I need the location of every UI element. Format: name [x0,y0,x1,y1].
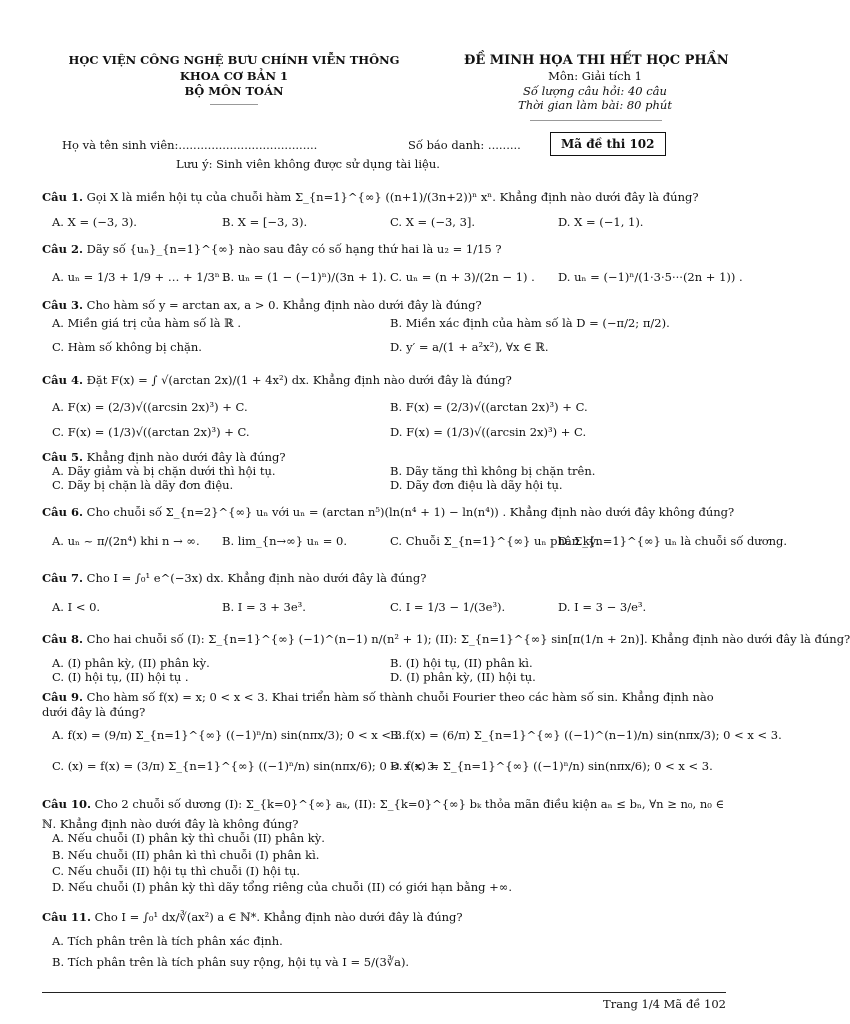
q5-option-b[interactable]: B. Dãy tăng thì không bị chặn trên. [390,464,596,478]
subject: Môn: Giải tích 1 [548,69,642,83]
question-label: Câu 1. [42,190,83,204]
q2-option-a[interactable]: A. uₙ = 1/3 + 1/9 + … + 1/3ⁿ . [52,270,228,284]
q5-option-d[interactable]: D. Dãy đơn điệu là dãy hội tụ. [390,478,563,492]
q4-option-b[interactable]: B. F(x) = (2/3)√((arctan 2x)³) + C. [390,400,588,414]
question-1 [42,190,699,204]
q10-option-b[interactable]: B. Nếu chuỗi (II) phân kì thì chuỗi (I) phân kì. [52,848,320,862]
question-label: Câu 8. [42,632,83,646]
faculty-name: KHOA CƠ BẢN 1 [179,69,289,83]
question-text: Dãy số {uₙ}_{n=1}^{∞} nào sau đây có số hạng thứ hai là u₂ = 1/15 ? [86,242,502,256]
student-id-field: Số báo danh: ......... [408,138,521,152]
q7-option-d[interactable]: D. I = 3 − 3/e³. [558,600,647,614]
question-9 [42,690,732,720]
question-2 [42,242,502,256]
department-name: BỘ MÔN TOÁN [184,84,284,98]
q10-option-a[interactable]: A. Nếu chuỗi (I) phân kỳ thì chuỗi (II) phân kỳ. [52,831,325,845]
question-3 [42,298,482,312]
exam-title: ĐỀ MINH HỌA THI HẾT HỌC PHẦN [464,53,729,68]
q1-option-a[interactable]: A. X = (−3, 3). [52,215,137,229]
question-label: Câu 3. [42,298,83,312]
q1-option-d[interactable]: D. X = (−1, 1). [558,215,644,229]
q9-option-a[interactable]: A. f(x) = (9/π) Σ_{n=1}^{∞} ((−1)ⁿ/n) sin(nπx/3); 0 < x < 3. [52,728,406,742]
question-10 [42,794,732,834]
q9-option-b[interactable]: B. f(x) = (6/π) Σ_{n=1}^{∞} ((−1)^(n−1)/n) sin(nπx/3); 0 < x < 3. [390,728,782,742]
question-text: Cho hàm số f(x) = x; 0 < x < 3. Khai triển hàm số thành chuỗi Fourier theo các hàm số sin. Khẳng định nào dưới đây là đúng? [42,690,714,719]
question-text: Cho hai chuỗi số (I): Σ_{n=1}^{∞} (−1)^(n−1) n/(n² + 1); (II): Σ_{n=1}^{∞} sin[π(1/n + 2n)]. Khẳng định nào dưới đây là đúng? [86,632,850,646]
q3-option-a[interactable]: A. Miền giá trị của hàm số là ℝ . [52,316,242,330]
question-label: Câu 10. [42,797,91,811]
duration: Thời gian làm bài: 80 phút [518,98,672,112]
question-text: Cho hàm số y = arctan ax, a > 0. Khẳng định nào dưới đây là đúng? [86,298,482,312]
question-label: Câu 7. [42,571,83,585]
question-label: Câu 11. [42,910,91,924]
question-7 [42,571,426,585]
question-text: Cho chuỗi số Σ_{n=2}^{∞} uₙ với uₙ = (arctan n⁵)(ln(n⁴ + 1) − ln(n⁴)) . Khẳng định nào dưới đây không đúng? [86,505,735,519]
question-label: Câu 6. [42,505,83,519]
q11-option-a[interactable]: A. Tích phân trên là tích phân xác định. [52,934,283,948]
question-label: Câu 5. [42,450,83,464]
header-left-divider [210,104,258,105]
question-text: Cho 2 chuỗi số dương (I): Σ_{k=0}^{∞} aₖ, (II): Σ_{k=0}^{∞} bₖ thỏa mãn điều kiện aₙ ≤ bₙ, ∀n ≥ n₀, n₀ ∈ ℕ. Khẳng định nào dưới đây là không đúng? [42,797,725,831]
q8-option-d[interactable]: D. (I) phân kỳ, (II) hội tụ. [390,670,536,684]
q3-option-b[interactable]: B. Miền xác định của hàm số là D = (−π/2; π/2). [390,316,670,330]
student-name-field: Họ và tên sinh viên:...................................... [62,138,318,152]
q4-option-d[interactable]: D. F(x) = (1/3)√((arcsin 2x)³) + C. [390,425,587,439]
q7-option-c[interactable]: C. I = 1/3 − 1/(3e³). [390,600,506,614]
q2-option-c[interactable]: C. uₙ = (n + 3)/(2n − 1) . [390,270,535,284]
q9-option-c[interactable]: C. (x) = f(x) = (3/π) Σ_{n=1}^{∞} ((−1)ⁿ/n) sin(nπx/6); 0 < x < 3. [52,759,439,773]
question-4 [42,373,512,387]
q11-option-b[interactable]: B. Tích phân trên là tích phân suy rộng, hội tụ và I = 5/(3∛a). [52,955,410,969]
q3-option-d[interactable]: D. y′ = a/(1 + a²x²), ∀x ∈ ℝ. [390,340,549,354]
question-5 [42,450,286,464]
question-8 [42,632,850,646]
q2-option-d[interactable]: D. uₙ = (−1)ⁿ/(1·3·5···(2n + 1)) . [558,270,743,284]
q7-option-b[interactable]: B. I = 3 + 3e³. [222,600,306,614]
q8-option-b[interactable]: B. (I) hội tụ, (II) phân kì. [390,656,533,670]
q6-option-d[interactable]: D. Σ_{n=1}^{∞} uₙ là chuỗi số dương. [558,534,788,548]
q1-option-b[interactable]: B. X = [−3, 3). [222,215,308,229]
header-right-divider [530,120,662,121]
q9-option-d[interactable]: D. f(x) = Σ_{n=1}^{∞} ((−1)ⁿ/n) sin(nπx/6); 0 < x < 3. [390,759,713,773]
q4-option-a[interactable]: A. F(x) = (2/3)√((arcsin 2x)³) + C. [52,400,248,414]
q3-option-c[interactable]: C. Hàm số không bị chặn. [52,340,202,354]
question-6 [42,505,734,519]
q10-option-d[interactable]: D. Nếu chuỗi (I) phân kỳ thì dãy tổng riêng của chuỗi (II) có giới hạn bằng +∞. [52,880,512,894]
question-text: Cho I = ∫₀¹ dx/∛(ax²) a ∈ ℕ*. Khẳng định nào dưới đây là đúng? [94,910,463,924]
page-footer: Trang 1/4 Mã đề 102 [603,997,726,1011]
question-text: Khẳng định nào dưới đây là đúng? [86,450,286,464]
q2-option-b[interactable]: B. uₙ = (1 − (−1)ⁿ)/(3n + 1). [222,270,387,284]
q8-option-a[interactable]: A. (I) phân kỳ, (II) phân kỳ. [52,656,210,670]
q6-option-a[interactable]: A. uₙ ~ π/(2n⁴) khi n → ∞. [52,534,200,548]
question-text: Đặt F(x) = ∫ √(arctan 2x)/(1 + 4x²) dx. Khẳng định nào dưới đây là đúng? [86,373,512,387]
q6-option-c[interactable]: C. Chuỗi Σ_{n=1}^{∞} uₙ phân kỳ. [390,534,600,548]
q7-option-a[interactable]: A. I < 0. [52,600,101,614]
question-11 [42,910,463,924]
question-label: Câu 9. [42,690,83,704]
question-label: Câu 4. [42,373,83,387]
exam-code-box: Mã đề thi 102 [550,132,666,156]
q5-option-c[interactable]: C. Dãy bị chặn là dãy đơn điệu. [52,478,234,492]
institute-name: HỌC VIỆN CÔNG NGHỆ BƯU CHÍNH VIỄN THÔNG [68,53,400,67]
footer-divider [42,992,726,993]
q5-option-a[interactable]: A. Dãy giảm và bị chặn dưới thì hội tụ. [52,464,276,478]
question-text: Gọi X là miền hội tụ của chuỗi hàm Σ_{n=1}^{∞} ((n+1)/(3n+2))ⁿ xⁿ. Khẳng định nào dưới đây là đúng? [86,190,699,204]
q10-option-c[interactable]: C. Nếu chuỗi (II) hội tụ thì chuỗi (I) hội tụ. [52,864,301,878]
question-label: Câu 2. [42,242,83,256]
question-text: Cho I = ∫₀¹ e^(−3x) dx. Khẳng định nào dưới đây là đúng? [86,571,427,585]
q8-option-c[interactable]: C. (I) hội tụ, (II) hội tụ . [52,670,189,684]
q6-option-b[interactable]: B. lim_{n→∞} uₙ = 0. [222,534,347,548]
question-count: Số lượng câu hỏi: 40 câu [523,84,667,98]
q4-option-c[interactable]: C. F(x) = (1/3)√((arctan 2x)³) + C. [52,425,250,439]
exam-note: Lưu ý: Sinh viên không được sử dụng tài liệu. [176,157,440,171]
q1-option-c[interactable]: C. X = (−3, 3]. [390,215,476,229]
